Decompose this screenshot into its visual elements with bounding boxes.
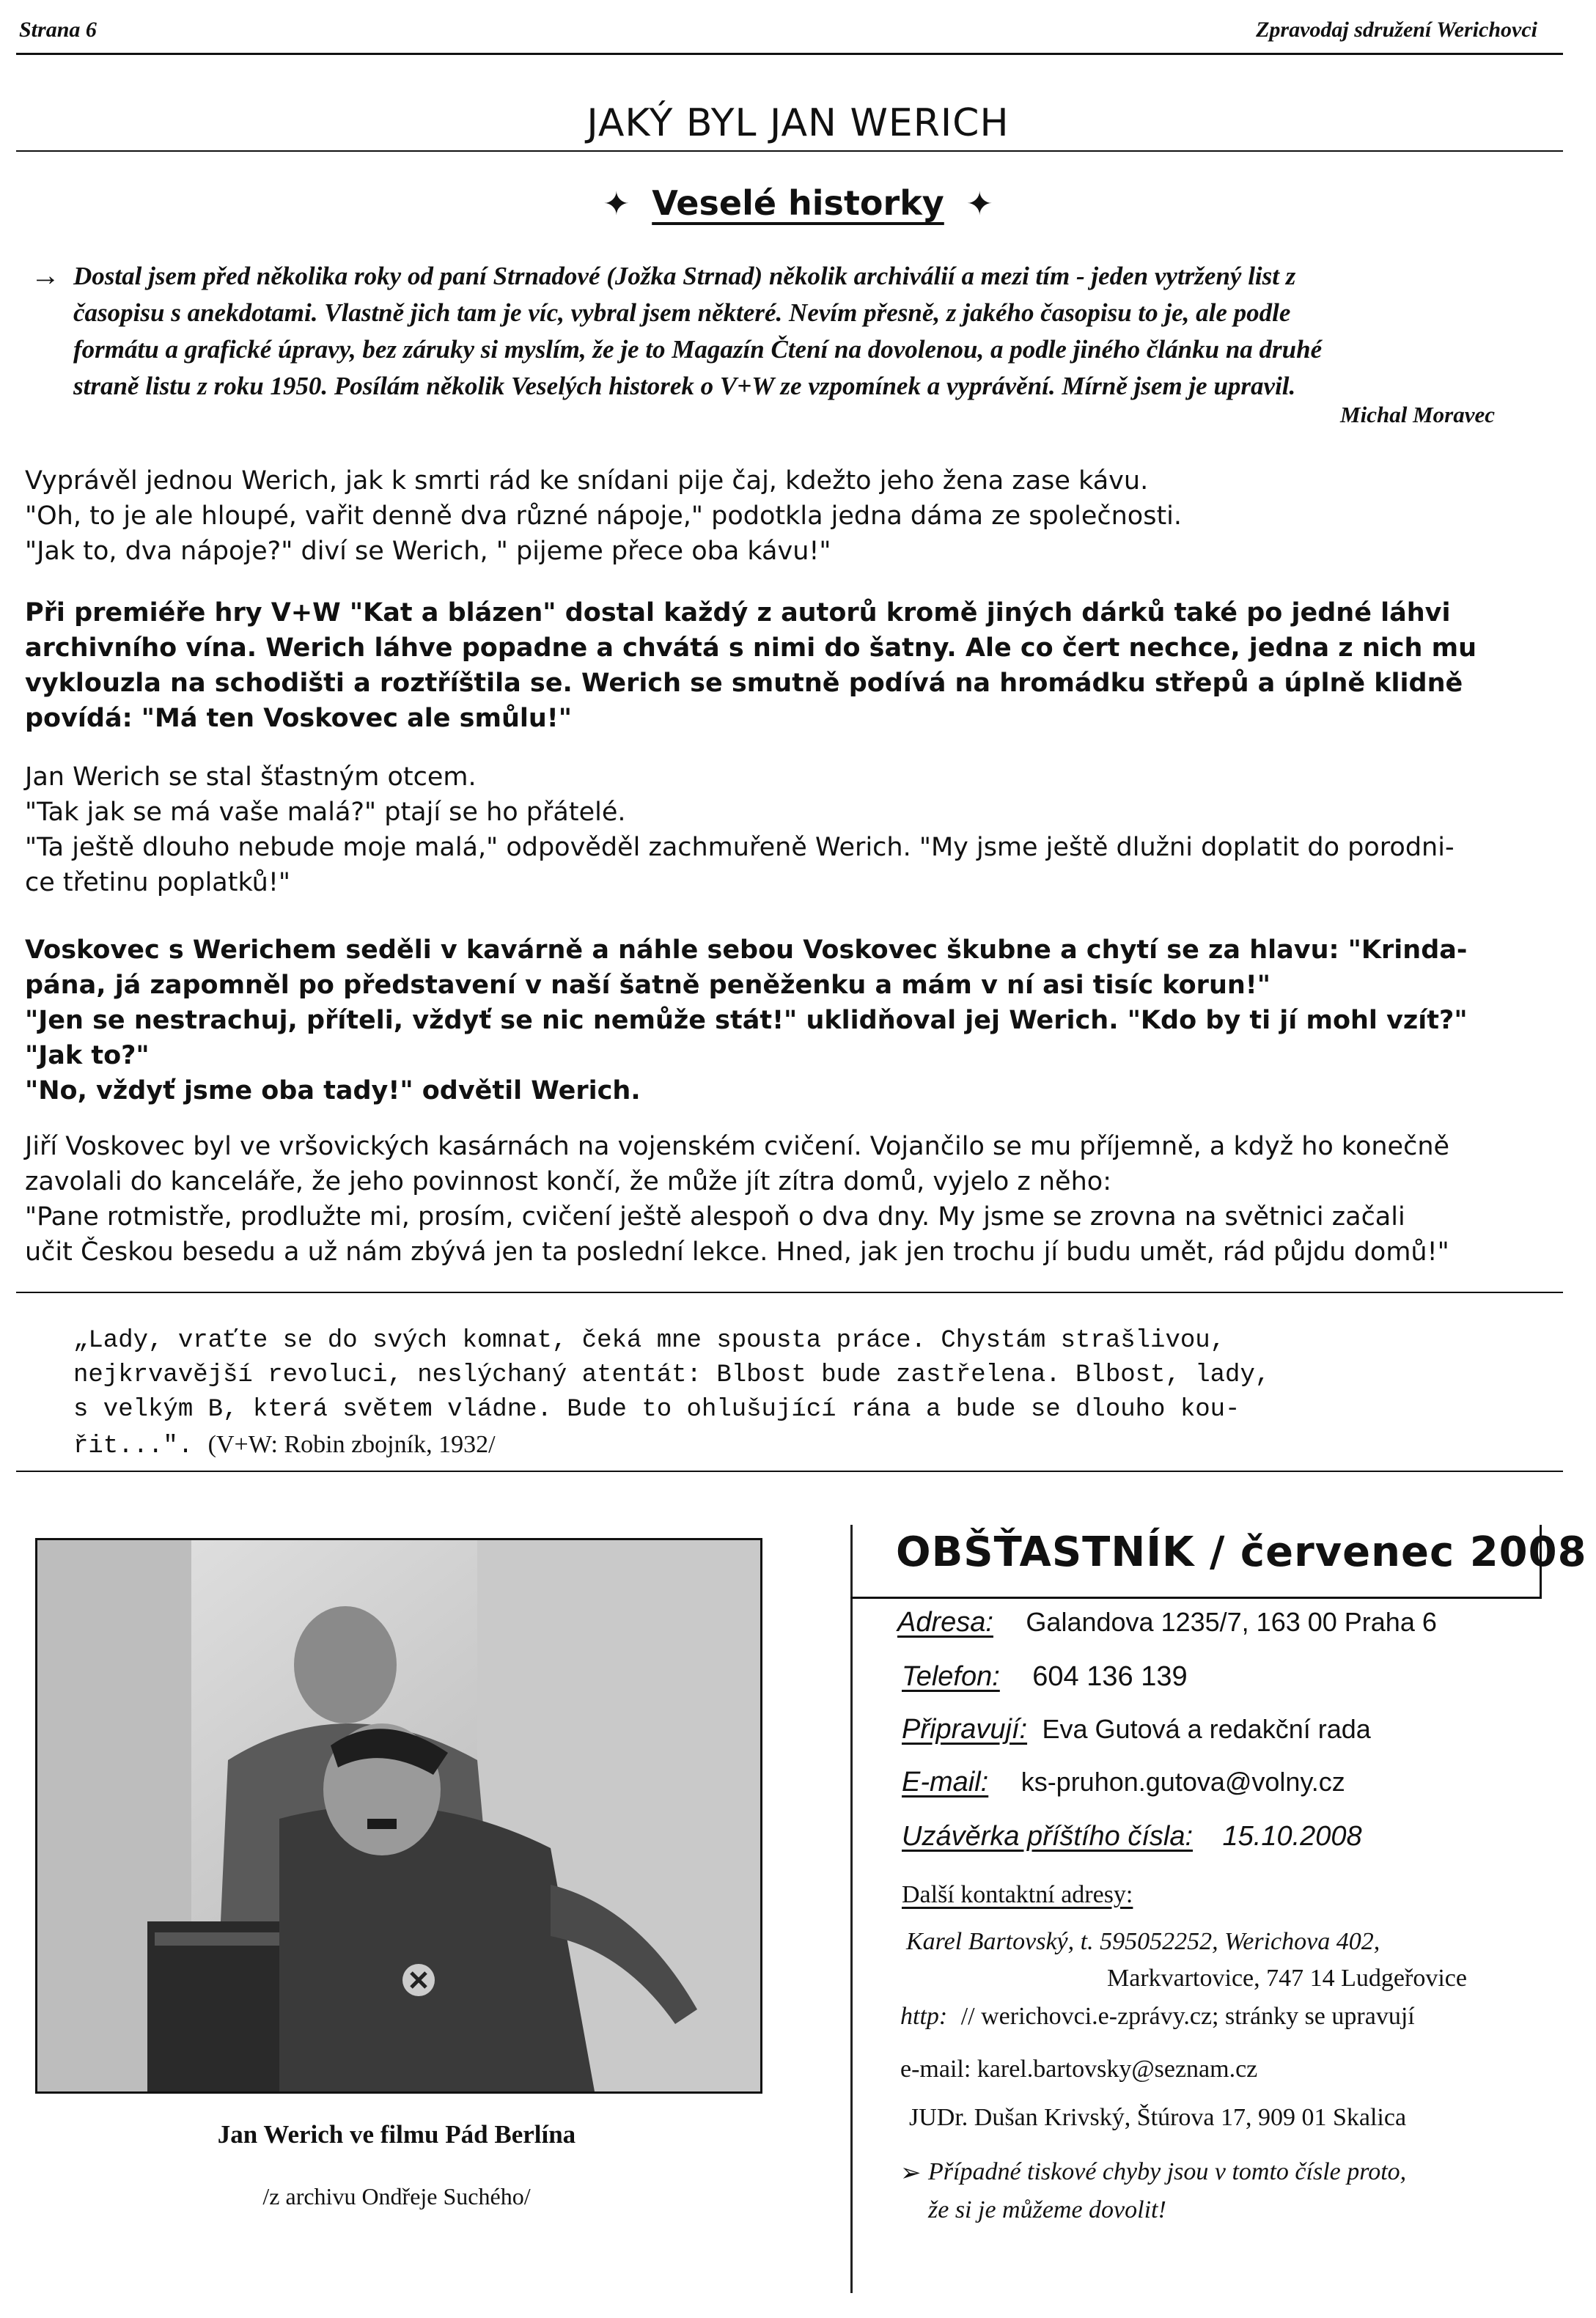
story-1	[25, 463, 1572, 569]
story-line: pána, já zapomněl po představení v naší šatně peněženku a mám v ní asi tisíc korun!"	[25, 971, 1270, 1000]
subtitle-text: Veselé historky	[652, 183, 944, 223]
film-still-image	[37, 1540, 760, 2091]
story-4	[25, 932, 1572, 1108]
story-3	[25, 759, 1572, 900]
contact-krivsky: JUDr. Dušan Krivský, Štúrova 17, 909 01 Skalica	[909, 2104, 1407, 2131]
page-number: Strana 6	[19, 18, 97, 42]
photo-credit: /z archivu Ondřeje Suchého/	[262, 2183, 531, 2210]
quote-last: řit...".	[73, 1432, 194, 1460]
quote-line: s velkým B, která světem vládne. Bude to ohlušující rána a bude se dlouho kou-	[73, 1396, 1240, 1424]
contact-bartovsky-line2: Markvartovice, 747 14 Ludgeřovice	[1107, 1965, 1467, 1992]
http-label: http:	[900, 2003, 948, 2030]
contact-bartovsky-line1: Karel Bartovský, t. 595052252, Werichova 402,	[906, 1928, 1380, 1955]
story-line: "Ta ještě dlouho nebude moje malá," odpověděl zachmuřeně Werich. "My jsme ještě dlužni doplatit do porodni-	[25, 833, 1455, 862]
story-line: učit Českou besedu a už nám zbývá jen ta poslední lekce. Hned, jak jen trochu jí budu umět, rád půjdu domů!"	[25, 1237, 1449, 1267]
story-line: Při premiéře hry V+W "Kat a blázen" dostal každý z autorů kromě jiných dárků také po jedné láhvi	[25, 598, 1451, 628]
contact-bartovsky	[906, 1928, 1380, 1956]
intro-line: straně listu z roku 1950. Posílám několik Veselých historek o V+W ze vzpomínek a vyprávění. Mírně jsem je upravil.	[73, 372, 1296, 400]
story-line: ce třetinu poplatků!"	[25, 868, 290, 897]
story-line: "Jen se nestrachuj, příteli, vždyť se nic nemůže stát!" uklidňoval jej Werich. "Kdo by ti jí mohl vzít?"	[25, 1006, 1468, 1035]
photo-caption: Jan Werich ve filmu Pád Berlína	[217, 2120, 576, 2149]
editors-value: Eva Gutová a redakční rada	[1042, 1714, 1371, 1744]
editors-label: Připravují:	[902, 1714, 1028, 1745]
intro-line: Dostal jsem před několika roky od paní Strnadové (Jožka Strnad) několik archiválií a mezi tím - jeden vytržený list z	[73, 262, 1296, 290]
quote-line	[73, 1427, 1532, 1464]
section-subtitle	[0, 183, 1596, 223]
triangle-arrow-icon: ➢	[900, 2160, 922, 2187]
story-line: povídá: "Má ten Voskovec ale smůlu!"	[25, 704, 572, 733]
phone-label: Telefon:	[902, 1661, 1000, 1692]
star-icon: ✦	[966, 185, 993, 223]
story-line: archivního vína. Werich láhve popadne a chvátá s nimi do šatny. Ale co čert nechce, jedna z nich mu	[25, 633, 1477, 663]
story-line: Voskovec s Werichem seděli v kavárně a náhle sebou Voskovec škubne a chytí se za hlavu: "Krinda-	[25, 935, 1468, 965]
story-line: "Jak to?"	[25, 1041, 150, 1070]
story-line: vyklouzla na schodišti a roztříštila se. Werich se smutně podívá na hromádku střepů a úplně klidně	[25, 669, 1463, 698]
infobox-title: OBŠŤASTNÍK / červenec 2008	[896, 1528, 1587, 1576]
story-line: "Pane rotmistře, prodlužte mi, prosím, cvičení ještě alespoň o dva dny. My jsme se zrovna na světnici začali	[25, 1202, 1405, 1232]
phone-row	[902, 1661, 1188, 1693]
address-value: Galandova 1235/7, 163 00 Praha 6	[1026, 1607, 1437, 1637]
story-line: "Tak jak se má vaše malá?" ptají se ho přátelé.	[25, 798, 626, 827]
newsletter-name: Zpravodaj sdružení Werichovci	[1256, 18, 1537, 42]
header-rule	[16, 53, 1563, 55]
quote-block	[73, 1324, 1532, 1464]
phone-value: 604 136 139	[1032, 1661, 1188, 1692]
story-line: Jiří Voskovec byl ve vršovických kasárnách na vojenském cvičení. Vojančilo se mu příjemně, a když ho konečně	[25, 1132, 1450, 1161]
page-title: JAKÝ BYL JAN WERICH	[586, 101, 1010, 145]
email-row	[902, 1767, 1345, 1798]
infobox-rule	[850, 1597, 1542, 1599]
quote-source: (V+W: Robin zbojník, 1932/	[207, 1431, 496, 1458]
intro-signature: Michal Moravec	[1340, 402, 1495, 427]
errata-note-line2: že si je můžeme dovolit!	[928, 2196, 1166, 2223]
email-value[interactable]: ks-pruhon.gutova@volny.cz	[1021, 1767, 1345, 1797]
contact-email[interactable]: e-mail: karel.bartovsky@seznam.cz	[900, 2056, 1258, 2083]
quote-line: „Lady, vraťte se do svých komnat, čeká mne spousta práce. Chystám strašlivou,	[73, 1327, 1226, 1355]
story-line: "Oh, to je ale hloupé, vařit denně dva různé nápoje," podotkla jedna dáma ze společnosti.	[25, 501, 1183, 531]
title-rule	[16, 150, 1563, 152]
address-row	[897, 1607, 1437, 1638]
story-2	[25, 595, 1572, 736]
intro-line: formátu a grafické úpravy, bez záruky si myslím, že je to Magazín Čtení na dovolenou, a podle jiného článku na druhé	[73, 335, 1323, 364]
errata-note-line1: Případné tiskové chyby jsou v tomto čísle proto,	[928, 2158, 1407, 2185]
quote-top-rule	[16, 1292, 1563, 1293]
arrow-icon: →	[31, 259, 60, 292]
email-label: E-mail:	[902, 1767, 989, 1798]
deadline-value: 15.10.2008	[1222, 1821, 1362, 1852]
story-line: Vyprávěl jednou Werich, jak k smrti rád ke snídani pije čaj, kdežto jeho žena zase kávu.	[25, 466, 1149, 496]
deadline-row	[902, 1821, 1362, 1852]
intro-paragraph	[73, 258, 1532, 405]
website-value[interactable]: // werichovci.e-zprávy.cz; stránky se upravují	[960, 2003, 1415, 2030]
address-label: Adresa:	[897, 1607, 993, 1638]
quote-line: nejkrvavější revoluci, neslýchaný atentát: Blbost bude zastřelena. Blbost, lady,	[73, 1361, 1270, 1389]
website-row	[900, 2003, 1415, 2031]
story-line: "No, vždyť jsme oba tady!" odvětil Werich.	[25, 1076, 641, 1105]
story-line: Jan Werich se stal šťastným otcem.	[25, 762, 477, 792]
intro-line: časopisu s anekdotami. Vlastně jich tam je víc, vybral jsem některé. Nevím přesně, z jakého časopisu to je, ale podle	[73, 298, 1291, 327]
star-icon: ✦	[603, 185, 630, 223]
deadline-label: Uzávěrka příštího čísla:	[902, 1821, 1194, 1852]
editors-row	[902, 1714, 1371, 1745]
quote-bottom-rule	[16, 1471, 1563, 1472]
story-line: "Jak to, dva nápoje?" diví se Werich, " pijeme přece oba kávu!"	[25, 537, 831, 566]
story-line: zavolali do kanceláře, že jeho povinnost končí, že může jít zítra domů, vyjelo z něho:	[25, 1167, 1111, 1196]
contacts-heading: Další kontaktní adresy:	[902, 1881, 1133, 1908]
film-photo	[35, 1538, 762, 2094]
story-5	[25, 1129, 1572, 1270]
